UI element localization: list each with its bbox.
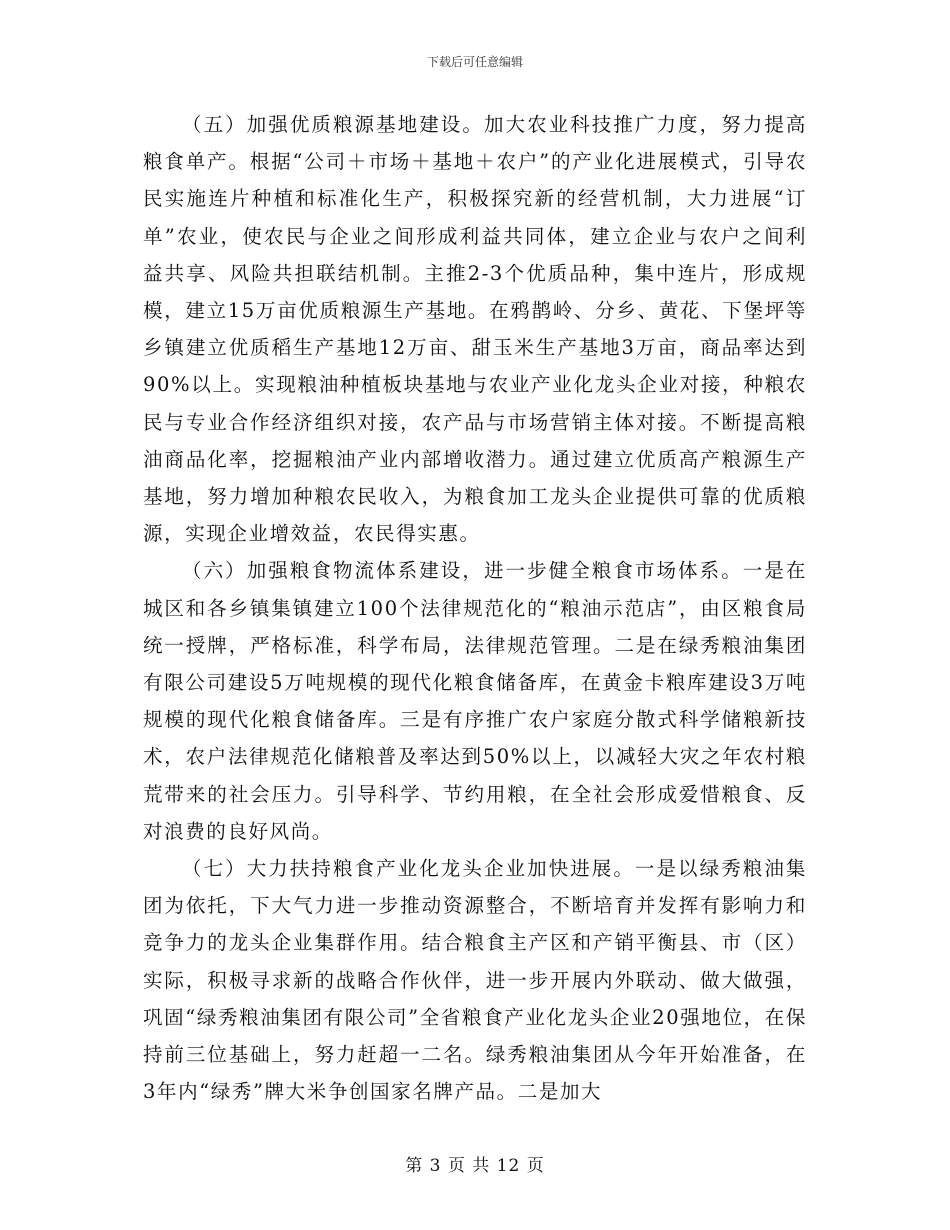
document-body — [143, 106, 807, 1110]
paragraph-six: （六）加强粮食物流体系建设，进一步健全粮食市场体系。一是在城区和各乡镇集镇建立100个法律规范化的“粮油示范店”，由区粮食局统一授牌，严格标准，科学布局，法律规范管理。二是在绿秀粮油集团有限公司建设5万吨规模的现代化粮食储备库，在黄金卡粮库建设3万吨规模的现代化粮食储备库。三是有序推广农户家庭分散式科学储粮新技术，农户法律规范化储粮普及率达到50%以上，以减轻大灾之年农村粮荒带来的社会压力。引导科学、节约用粮，在全社会形成爱惜粮食、反对浪费的良好风尚。 — [143, 559, 807, 843]
page-header: 下载后可任意编辑 — [426, 55, 523, 69]
page-footer: 第 3 页 共 12 页 — [405, 1156, 545, 1176]
paragraph-seven: （七）大力扶持粮食产业化龙头企业加快进展。一是以绿秀粮油集团为依托，下大气力进一步推动资源整合，不断培育并发挥有影响力和竞争力的龙头企业集群作用。结合粮食主产区和产销平衡县、市（区）实际，积极寻求新的战略合作伙伴，进一步开展内外联动、做大做强，巩固“绿秀粮油集团有限公司”全省粮食产业化龙头企业20强地位，在保持前三位基础上，努力赶超一二名。绿秀粮油集团从今年开始准备，在3年内“绿秀”牌大米争创国家名牌产品。二是加大 — [143, 857, 807, 1104]
paragraph-five: （五）加强优质粮源基地建设。加大农业科技推广力度，努力提高粮食单产。根据“公司＋市场＋基地＋农户”的产业化进展模式，引导农民实施连片种植和标准化生产，积极探究新的经营机制，大力进展“订单”农业，使农民与企业之间形成利益共同体，建立企业与农户之间利益共享、风险共担联结机制。主推2-3个优质品种，集中连片，形成规模，建立15万亩优质粮源生产基地。在鸦鹊岭、分乡、黄花、下堡坪等乡镇建立优质稻生产基地12万亩、甜玉米生产基地3万亩，商品率达到90%以上。实现粮油种植板块基地与农业产业化龙头企业对接，种粮农民与专业合作经济组织对接，农产品与市场营销主体对接。不断提高粮油商品化率，挖掘粮油产业内部增收潜力。通过建立优质高产粮源生产基地，努力增加种粮农民收入，为粮食加工龙头企业提供可靠的优质粮源，实现企业增效益，农民得实惠。 — [143, 113, 807, 546]
